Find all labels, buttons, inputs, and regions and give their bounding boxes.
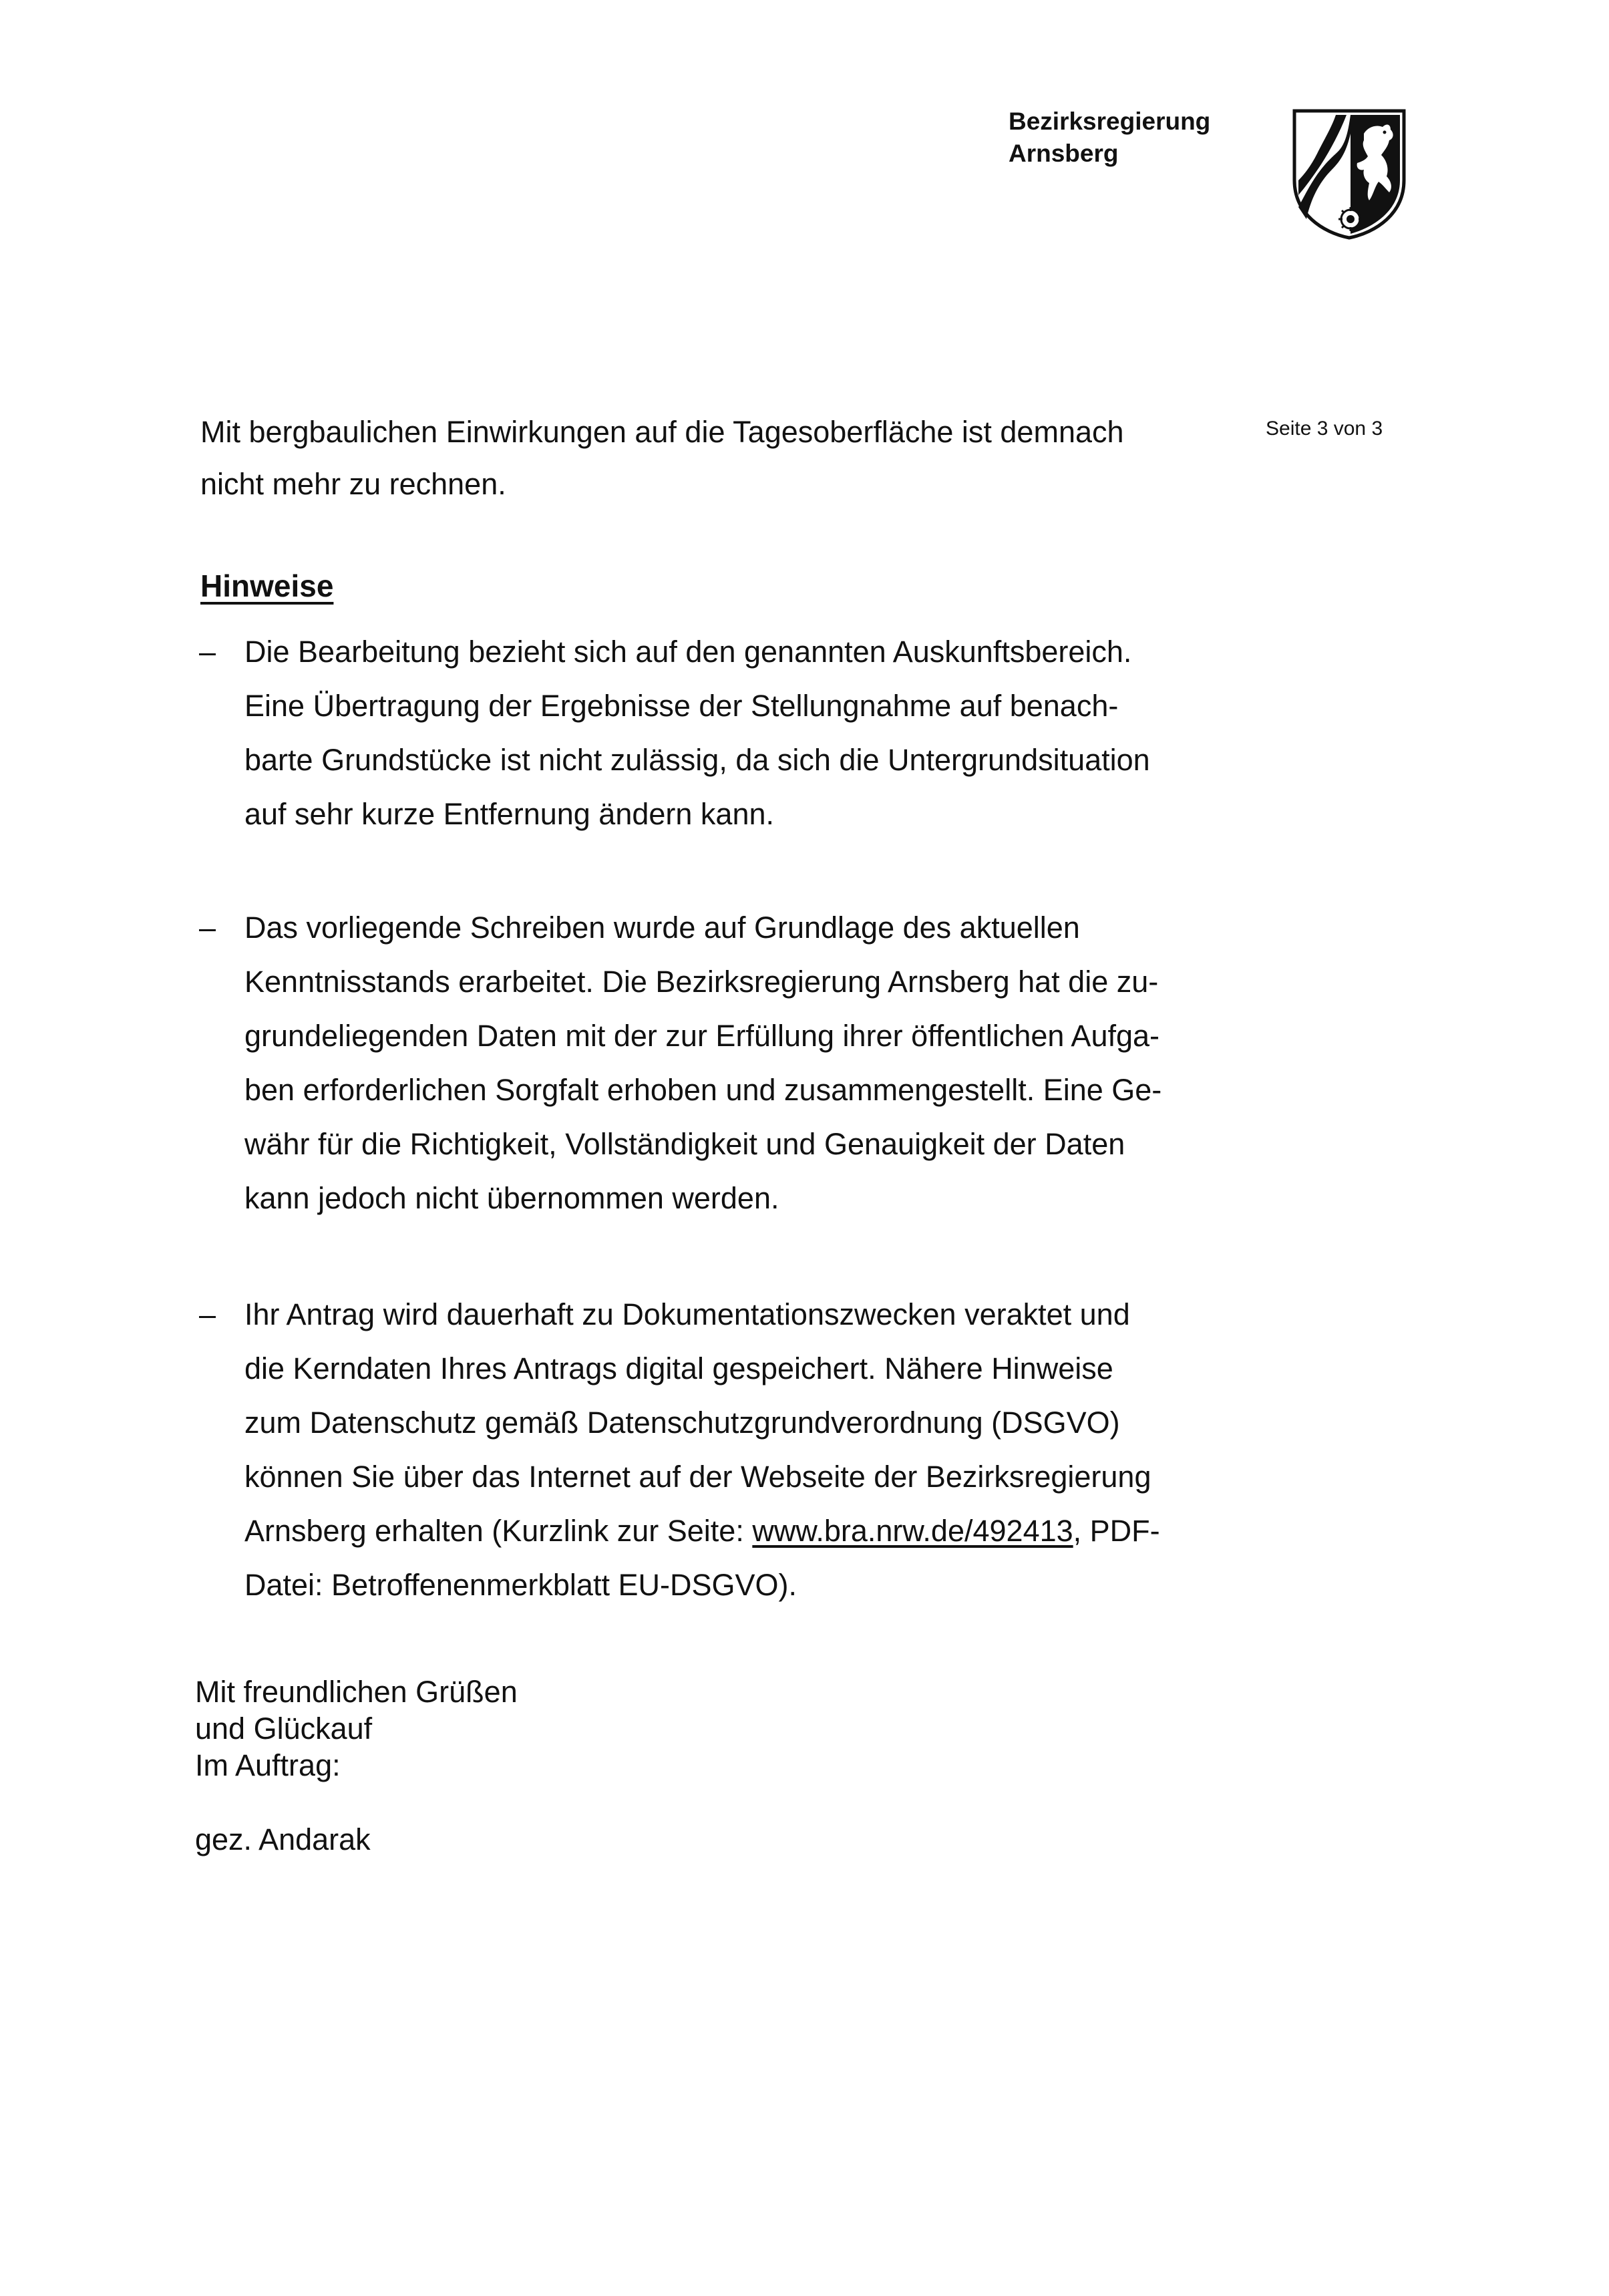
signature: gez. Andarak xyxy=(195,1822,371,1856)
intro-line: Mit bergbaulichen Einwirkungen auf die Tagesoberfläche ist demnach xyxy=(200,415,1124,449)
authority-name-line1: Bezirksregierung xyxy=(1009,108,1211,135)
closing-line: Mit freundlichen Grüßen xyxy=(195,1675,518,1709)
authority-name xyxy=(1009,106,1210,170)
dash-bullet: – xyxy=(199,1297,216,1331)
note-line: Die Bearbeitung bezieht sich auf den genannten Auskunftsbereich. xyxy=(244,635,1132,669)
dash-bullet: – xyxy=(199,911,216,945)
note-line: Datei: Betroffenenmerkblatt EU-DSGVO). xyxy=(244,1568,797,1602)
note-line: Ihr Antrag wird dauerhaft zu Dokumentationszwecken veraktet und xyxy=(244,1297,1130,1331)
intro-paragraph xyxy=(200,406,1242,510)
shortlink[interactable]: www.bra.nrw.de/492413 xyxy=(752,1514,1073,1548)
note-line: währ für die Richtigkeit, Vollständigkeit und Genauigkeit der Daten xyxy=(244,1127,1125,1161)
closing-line: Im Auftrag: xyxy=(195,1748,341,1782)
authority-name-line2: Arnsberg xyxy=(1009,140,1119,167)
closing-block xyxy=(195,1673,518,1784)
note-line: Das vorliegende Schreiben wurde auf Grundlage des aktuellen xyxy=(244,911,1080,945)
note-text xyxy=(244,1287,1266,1612)
note-line: können Sie über das Internet auf der Webseite der Bezirksregierung xyxy=(244,1460,1151,1494)
link-line-prefix: Arnsberg erhalten (Kurzlink zur Seite: xyxy=(244,1514,753,1548)
closing-line: und Glückauf xyxy=(195,1711,373,1746)
note-line: zum Datenschutz gemäß Datenschutzgrundverordnung (DSGVO) xyxy=(244,1406,1120,1440)
note-text xyxy=(244,625,1266,841)
note-line: kann jedoch nicht übernommen werden. xyxy=(244,1181,779,1215)
link-line-suffix: , PDF- xyxy=(1073,1514,1160,1548)
intro-line: nicht mehr zu rechnen. xyxy=(200,467,506,501)
note-text xyxy=(244,900,1266,1225)
note-line: barte Grundstücke ist nicht zulässig, da sich die Untergrundsituation xyxy=(244,743,1150,777)
note-line-with-link xyxy=(244,1504,1266,1558)
dash-bullet: – xyxy=(199,635,216,669)
nrw-coat-of-arms-icon xyxy=(1289,107,1409,240)
note-line: Kenntnisstands erarbeitet. Die Bezirksregierung Arnsberg hat die zu- xyxy=(244,965,1159,999)
page-number: Seite 3 von 3 xyxy=(1266,418,1383,440)
note-line: ben erforderlichen Sorgfalt erhoben und zusammengestellt. Eine Ge- xyxy=(244,1073,1162,1107)
note-line: auf sehr kurze Entfernung ändern kann. xyxy=(244,797,775,831)
note-line: grundeliegenden Daten mit der zur Erfüllung ihrer öffentlichen Aufga- xyxy=(244,1019,1160,1053)
section-heading: Hinweise xyxy=(200,568,334,603)
note-line: Eine Übertragung der Ergebnisse der Stellungnahme auf benach- xyxy=(244,689,1119,723)
note-line: die Kerndaten Ihres Antrags digital gespeichert. Nähere Hinweise xyxy=(244,1351,1113,1385)
